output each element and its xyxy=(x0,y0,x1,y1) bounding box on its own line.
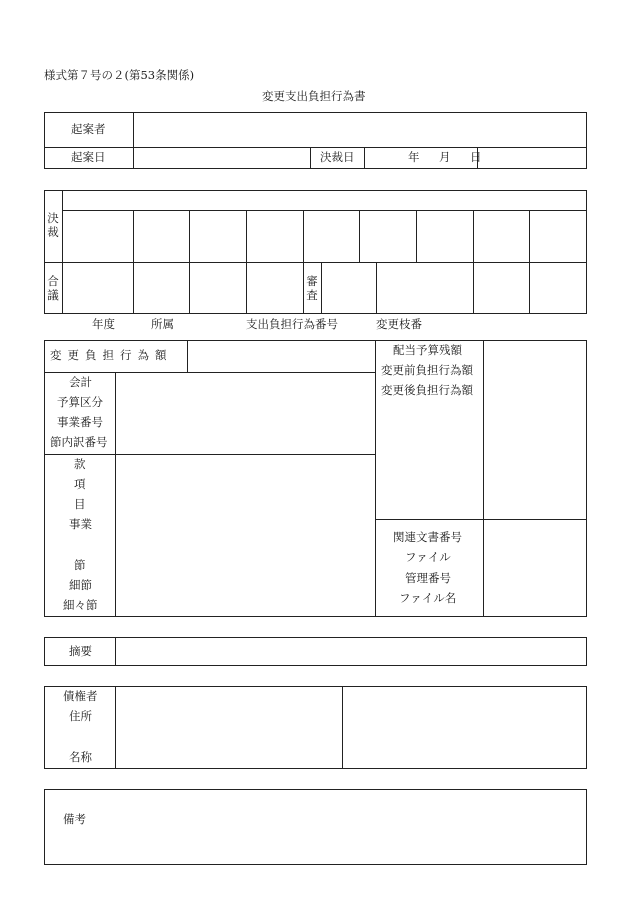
section-detail-no-label: 節内訳番号 xyxy=(50,435,108,449)
moku-label: 目 xyxy=(74,497,86,511)
change-branch-no-label: 変更枝番 xyxy=(376,317,422,331)
kessai-label-2: 裁 xyxy=(47,225,59,239)
file-name-label: ファイル名 xyxy=(399,591,457,605)
change-amount-label: 変更負担行為額 xyxy=(50,348,173,362)
summary-field[interactable] xyxy=(116,638,586,665)
department-label: 所属 xyxy=(151,317,174,331)
remarks-label: 備考 xyxy=(63,812,86,826)
budget-category-label: 予算区分 xyxy=(57,395,103,409)
fiscal-year-label: 年度 xyxy=(92,317,115,331)
budget-remaining-label: 配当予算残額 xyxy=(393,343,462,357)
kan-label: 款 xyxy=(74,457,86,471)
expenditure-no-label: 支出負担行為番号 xyxy=(246,317,338,331)
change-amount-field[interactable] xyxy=(188,341,375,372)
amounts-field[interactable] xyxy=(484,341,586,519)
goji-label-2: 議 xyxy=(47,288,59,302)
setsu-label: 節 xyxy=(74,558,86,572)
saisaisetsu-label: 細々節 xyxy=(63,598,98,612)
remarks-field[interactable] xyxy=(45,790,586,864)
jigyo-label: 事業 xyxy=(69,517,92,531)
account-field[interactable] xyxy=(116,373,375,454)
decision-date-label: 決裁日 xyxy=(320,150,355,164)
budget-item-field[interactable] xyxy=(116,455,375,616)
related-doc-field[interactable] xyxy=(484,520,586,616)
shinsa-label-1: 審 xyxy=(306,274,318,288)
goji-label-1: 合 xyxy=(47,274,59,288)
saisetsu-label: 細節 xyxy=(69,578,92,592)
drafter-label: 起案者 xyxy=(71,122,106,136)
file-label: ファイル xyxy=(405,550,451,564)
management-no-label: 管理番号 xyxy=(405,571,451,585)
related-doc-no-label: 関連文書番号 xyxy=(393,530,462,544)
summary-label: 摘要 xyxy=(69,644,92,658)
after-change-label: 変更後負担行為額 xyxy=(381,383,473,397)
shinsa-label-2: 査 xyxy=(306,288,318,302)
name-label: 名称 xyxy=(69,750,92,764)
before-change-label: 変更前負担行為額 xyxy=(381,363,473,377)
decision-date-field[interactable] xyxy=(478,148,586,168)
page-title: 変更支出負担行為書 xyxy=(262,89,366,103)
decision-date-ymd: 年 月 日 xyxy=(408,150,486,164)
address-label: 住所 xyxy=(69,709,92,723)
account-label: 会計 xyxy=(69,375,92,389)
draft-date-label: 起案日 xyxy=(71,150,106,164)
kou-label: 項 xyxy=(74,477,86,491)
draft-date-field[interactable] xyxy=(134,148,310,168)
kessai-label-1: 決 xyxy=(47,211,59,225)
creditor-field[interactable] xyxy=(116,687,342,768)
project-no-label: 事業番号 xyxy=(57,415,103,429)
creditor-extra-field[interactable] xyxy=(343,687,586,768)
form-number: 様式第７号の２(第53条関係) xyxy=(44,68,195,82)
drafter-field[interactable] xyxy=(134,113,586,147)
creditor-label: 債権者 xyxy=(63,689,98,703)
